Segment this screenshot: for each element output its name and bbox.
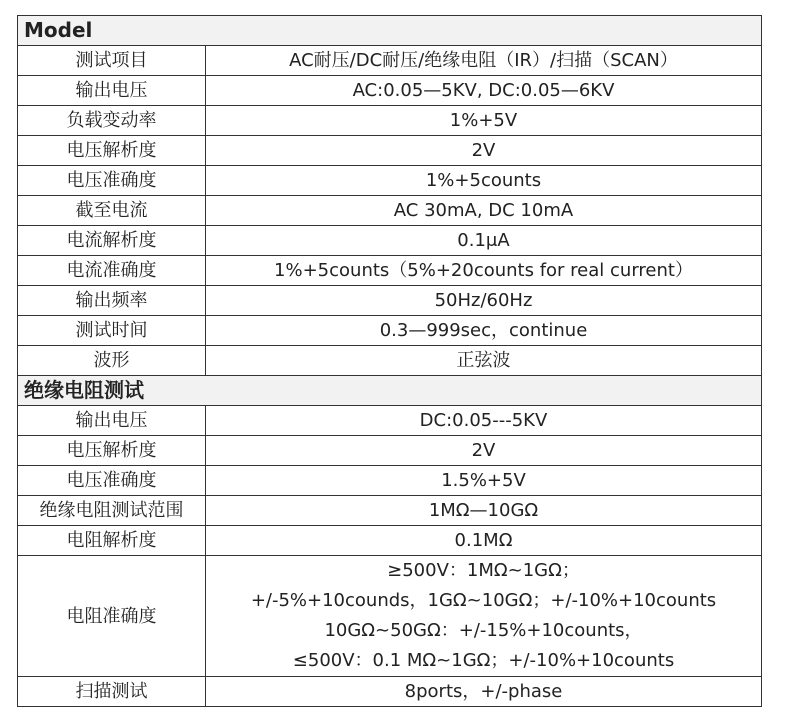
table-row xyxy=(18,677,762,707)
row-value: 2V xyxy=(206,436,762,466)
row-value: 0.3—999sec，continue xyxy=(206,316,762,346)
table-row xyxy=(18,346,762,376)
table-row xyxy=(18,256,762,286)
section-title: Model xyxy=(18,16,762,46)
row-value: 8ports，+/-phase xyxy=(206,677,762,707)
row-value: 1%+5counts（5%+20counts for real current） xyxy=(206,256,762,286)
row-label: 绝缘电阻测试范围 xyxy=(18,496,206,526)
row-value: AC:0.05—5KV, DC:0.05—6KV xyxy=(206,76,762,106)
row-label: 扫描测试 xyxy=(18,677,206,707)
row-label: 输出频率 xyxy=(18,286,206,316)
table-row xyxy=(18,526,762,556)
row-label: 输出电压 xyxy=(18,76,206,106)
section-header-row xyxy=(18,16,762,46)
row-label: 测试时间 xyxy=(18,316,206,346)
row-value: 1MΩ—10GΩ xyxy=(206,496,762,526)
row-label: 输出电压 xyxy=(18,406,206,436)
row-value: 1%+5counts xyxy=(206,166,762,196)
table-row xyxy=(18,166,762,196)
row-value: 50Hz/60Hz xyxy=(206,286,762,316)
value-line: 10GΩ~50GΩ：+/-15%+10counts， xyxy=(324,620,643,641)
row-label: 电流解析度 xyxy=(18,226,206,256)
row-label: 电流准确度 xyxy=(18,256,206,286)
row-value: AC 30mA, DC 10mA xyxy=(206,196,762,226)
row-label: 电压解析度 xyxy=(18,436,206,466)
table-row xyxy=(18,196,762,226)
row-label: 波形 xyxy=(18,346,206,376)
table-row xyxy=(18,76,762,106)
table-row xyxy=(18,406,762,436)
row-label: 电压准确度 xyxy=(18,466,206,496)
row-value: 0.1MΩ xyxy=(206,526,762,556)
table-row xyxy=(18,316,762,346)
table-row xyxy=(18,496,762,526)
row-value: 0.1μA xyxy=(206,226,762,256)
spec-table xyxy=(17,15,762,707)
table-row xyxy=(18,556,762,677)
table-row xyxy=(18,466,762,496)
row-value: DC:0.05---5KV xyxy=(206,406,762,436)
row-value: AC耐压/DC耐压/绝缘电阻（IR）/扫描（SCAN） xyxy=(206,46,762,76)
section-header-row xyxy=(18,376,762,406)
row-label: 测试项目 xyxy=(18,46,206,76)
row-label: 电阻解析度 xyxy=(18,526,206,556)
table-row xyxy=(18,286,762,316)
value-line: +/-5%+10counds，1GΩ~10GΩ；+/-10%+10counts xyxy=(250,590,717,611)
value-line: ≤500V：0.1 MΩ~1GΩ；+/-10%+10counts xyxy=(292,650,675,671)
row-value: 1.5%+5V xyxy=(206,466,762,496)
table-row xyxy=(18,436,762,466)
table-row xyxy=(18,136,762,166)
row-label: 负载变动率 xyxy=(18,106,206,136)
row-value-multiline xyxy=(206,556,762,677)
table-row xyxy=(18,46,762,76)
section-title: 绝缘电阻测试 xyxy=(18,376,762,406)
row-label: 电阻准确度 xyxy=(18,556,206,677)
row-value: 正弦波 xyxy=(206,346,762,376)
value-line: ≥500V：1MΩ~1GΩ； xyxy=(387,560,580,581)
row-value: 2V xyxy=(206,136,762,166)
row-label: 电压准确度 xyxy=(18,166,206,196)
row-label: 截至电流 xyxy=(18,196,206,226)
row-label: 电压解析度 xyxy=(18,136,206,166)
row-value: 1%+5V xyxy=(206,106,762,136)
table-row xyxy=(18,106,762,136)
table-row xyxy=(18,226,762,256)
